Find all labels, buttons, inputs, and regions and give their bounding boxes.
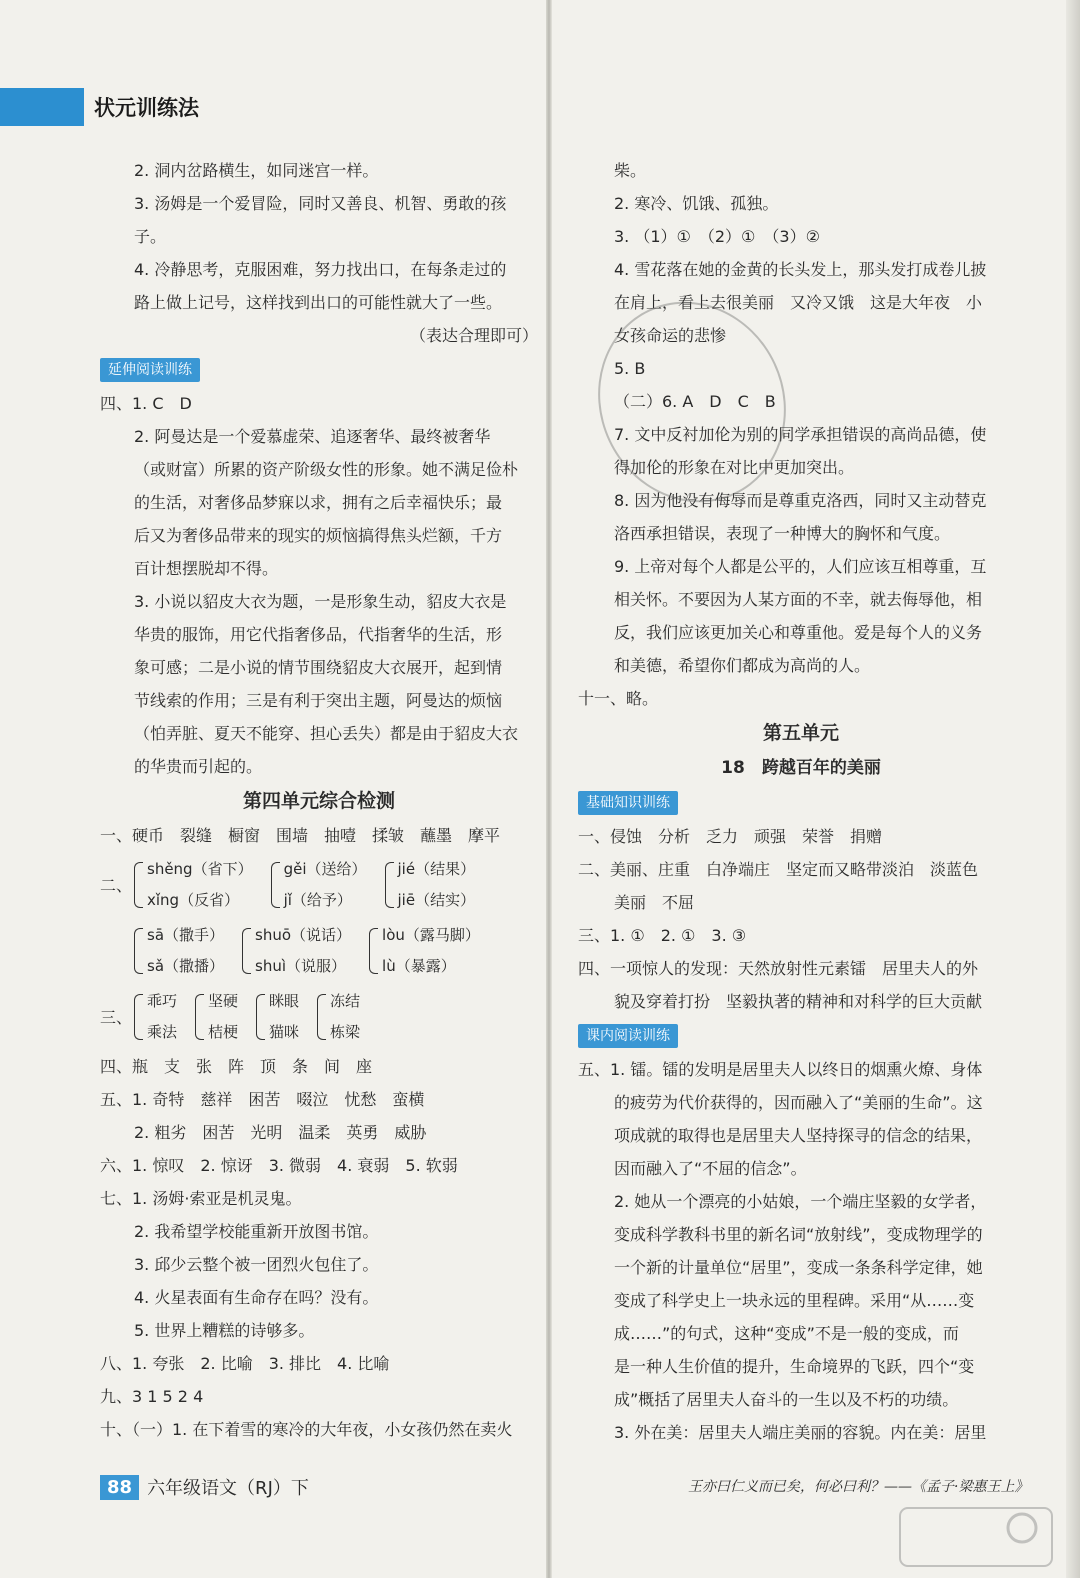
page-edge xyxy=(1066,0,1080,1578)
word-item: 冻结 xyxy=(330,992,361,1010)
answer-line: 5. B xyxy=(614,359,646,378)
page-header xyxy=(0,88,199,126)
answer-line: 四、瓶 支 张 阵 顶 条 间 座 xyxy=(100,1057,373,1076)
pinyin-pair xyxy=(134,920,224,982)
pinyin-group-row xyxy=(100,918,538,984)
brace-icon xyxy=(385,862,394,908)
section-tag-basic-knowledge: 基础知识训练 xyxy=(578,791,678,815)
pinyin-item: jié（结果） xyxy=(397,860,476,878)
answer-line: 3. 外在美：居里夫人端庄美丽的容貌。内在美：居里 xyxy=(614,1423,987,1442)
word-group-row xyxy=(100,984,538,1050)
pinyin-item: jǐ（给予） xyxy=(283,891,352,909)
page-footer xyxy=(100,1474,309,1500)
answer-line: 4. 冷静思考，克服困难，努力找出口，在每条走过的 xyxy=(134,260,507,279)
pinyin-item: shuō（说话） xyxy=(255,926,352,944)
brace-icon xyxy=(242,928,251,974)
answer-line: （怕弄脏、夏天不能穿、担心丢失）都是由于貂皮大衣 xyxy=(134,724,519,743)
brace-icon xyxy=(134,928,143,974)
pinyin-item: sǎ（撒播） xyxy=(147,957,225,975)
word-pair xyxy=(134,986,177,1048)
answer-line: 相关怀。不要因为人某方面的不幸，就去侮辱他，相 xyxy=(614,590,983,609)
answer-line: 2. 她从一个漂亮的小姑娘，一个端庄坚毅的女学者， xyxy=(614,1192,987,1211)
word-pair xyxy=(195,986,238,1048)
brace-icon xyxy=(195,994,204,1040)
pinyin-item: sā（撒手） xyxy=(147,926,225,944)
pinyin-item: shuì（说服） xyxy=(255,957,347,975)
answer-line: 3. 汤姆是一个爱冒险，同时又善良、机智、勇敢的孩 xyxy=(134,194,507,213)
answer-line: 四、一项惊人的发现：天然放射性元素镭 居里夫人的外 xyxy=(578,959,979,978)
answer-line: 女孩命运的悲惨 xyxy=(614,326,727,345)
answer-line: 六、1. 惊叹 2. 惊讶 3. 微弱 4. 衰弱 5. 软弱 xyxy=(100,1156,458,1175)
pinyin-pair xyxy=(134,854,253,916)
header-color-bar xyxy=(0,88,84,126)
brace-icon xyxy=(271,862,280,908)
section-title-unit4-test: 第四单元综合检测 xyxy=(242,790,395,812)
page-number: 88 xyxy=(100,1475,139,1500)
answer-line: 因而融入了“不屈的信念”。 xyxy=(614,1159,807,1178)
answer-line: 成……”的句式，这种“变成”不是一般的变成，而 xyxy=(614,1324,959,1343)
answer-note: （表达合理即可） xyxy=(409,326,538,345)
answer-line: 是一种人生价值的提升，生命境界的飞跃，四个“变 xyxy=(614,1357,975,1376)
answer-line: 3. （1）① （2）① （3）② xyxy=(614,227,820,246)
answer-line: 的华贵而引起的。 xyxy=(134,757,263,776)
pinyin-item: gěi（送给） xyxy=(283,860,367,878)
answer-line: 象可感；二是小说的情节围绕貂皮大衣展开，起到情 xyxy=(134,658,503,677)
answer-line: 得加伦的形象在对比中更加突出。 xyxy=(614,458,855,477)
answer-line: 和美德，希望你们都成为高尚的人。 xyxy=(614,656,871,675)
answer-line: 的疲劳为代价获得的，因而融入了“美丽的生命”。这 xyxy=(614,1093,983,1112)
word-pair xyxy=(256,986,299,1048)
answer-line: 5. 世界上糟糕的诗够多。 xyxy=(134,1321,315,1340)
answer-line: 八、1. 夸张 2. 比喻 3. 排比 4. 比喻 xyxy=(100,1354,390,1373)
answer-line: 三、1. ① 2. ① 3. ③ xyxy=(578,926,747,945)
answer-line: 五、1. 镭。镭的发明是居里夫人以终日的烟熏火燎、身体 xyxy=(578,1060,983,1079)
answer-line: 3. 邱少云整个被一团烈火包住了。 xyxy=(134,1255,379,1274)
brace-icon xyxy=(256,994,265,1040)
answer-line: 九、3 1 5 2 4 xyxy=(100,1387,204,1406)
answer-line: 一个新的计量单位“居里”，变成一条条科学定律，她 xyxy=(614,1258,983,1277)
answer-line: 洛西承担错误，表现了一种博大的胸怀和气度。 xyxy=(614,524,951,543)
answer-line: 3. 小说以貂皮大衣为题，一是形象生动，貂皮大衣是 xyxy=(134,592,507,611)
pinyin-pair xyxy=(369,920,480,982)
brace-icon xyxy=(369,928,378,974)
answer-line: 项成就的取得也是居里夫人坚持探寻的信念的结果， xyxy=(614,1126,983,1145)
answer-line: 9. 上帝对每个人都是公平的，人们应该互相尊重，互 xyxy=(614,557,987,576)
section-tag-class-reading: 课内阅读训练 xyxy=(578,1024,678,1048)
answer-line: 4. 雪花落在她的金黄的长头发上，那头发打成卷儿披 xyxy=(614,260,987,279)
word-pair xyxy=(317,986,360,1048)
answer-line: 美丽 不屈 xyxy=(614,893,695,912)
answer-line: 一、硬币 裂缝 橱窗 围墙 抽噎 揉皱 蘸墨 摩平 xyxy=(100,826,501,845)
answer-line: 路上做上记号，这样找到出口的可能性就大了一些。 xyxy=(134,293,503,312)
pinyin-item: jiē（结实） xyxy=(397,891,476,909)
page-spine xyxy=(546,0,552,1578)
pinyin-pair xyxy=(271,854,367,916)
answer-line: 的生活，对奢侈品梦寐以求，拥有之后幸福快乐；最 xyxy=(134,493,503,512)
answer-line: 2. 阿曼达是一个爱慕虚荣、追逐奢华、最终被奢华 xyxy=(134,427,491,446)
pinyin-pair xyxy=(242,920,351,982)
lesson-title: 18 跨越百年的美丽 xyxy=(721,758,881,778)
site-watermark-logo xyxy=(896,1504,1056,1570)
pinyin-group-row xyxy=(100,852,538,918)
pinyin-item: xǐng（反省） xyxy=(147,891,240,909)
header-title: 状元训练法 xyxy=(94,96,199,120)
answer-line: 五、1. 奇特 慈祥 困苦 啜泣 忧愁 蛮横 xyxy=(100,1090,425,1109)
answer-line: 2. 粗劣 困苦 光明 温柔 英勇 威胁 xyxy=(134,1123,427,1142)
word-item: 乖巧 xyxy=(147,992,178,1010)
grade-label: 六年级语文（RJ）下 xyxy=(147,1478,309,1499)
pinyin-item: lòu（露马脚） xyxy=(382,926,480,944)
pinyin-item: shěng（省下） xyxy=(147,860,253,878)
answer-line: 成”概括了居里夫人奋斗的一生以及不朽的功绩。 xyxy=(614,1390,959,1409)
answer-line: 在肩上，看上去很美丽 又冷又饿 这是大年夜 小 xyxy=(614,293,983,312)
brace-icon xyxy=(134,994,143,1040)
word-item: 桔梗 xyxy=(208,1023,239,1041)
answer-line: 七、1. 汤姆·索亚是机灵鬼。 xyxy=(100,1189,302,1208)
pinyin-item: lù（暴露） xyxy=(382,957,456,975)
answer-line: 4. 火星表面有生命存在吗？没有。 xyxy=(134,1288,379,1307)
word-item: 乘法 xyxy=(147,1023,178,1041)
answer-line: 反，我们应该更加关心和尊重他。爱是每个人的义务 xyxy=(614,623,983,642)
left-column xyxy=(100,154,538,1446)
answer-line: 十、（一）1. 在下着雪的寒冷的大年夜，小女孩仍然在卖火 xyxy=(100,1420,513,1439)
answer-line: 貌及穿着打扮 坚毅执著的精神和对科学的巨大贡献 xyxy=(614,992,983,1011)
answer-line: 子。 xyxy=(134,227,167,246)
answer-line: 华贵的服饰，用它代指奢侈品，代指奢华的生活，形 xyxy=(134,625,503,644)
answer-line: 2. 洞内岔路横生，如同迷宫一样。 xyxy=(134,161,379,180)
section-tag-extend-reading: 延伸阅读训练 xyxy=(100,358,200,382)
answer-line: （或财富）所累的资产阶级女性的形象。她不满足俭朴 xyxy=(134,460,519,479)
answer-line: 一、侵蚀 分析 乏力 顽强 荣誉 捐赠 xyxy=(578,827,883,846)
answer-line: （二）6. A D C B xyxy=(614,392,776,411)
word-item: 眯眼 xyxy=(269,992,300,1010)
brace-icon xyxy=(134,862,143,908)
brace-icon xyxy=(317,994,326,1040)
pinyin-pair xyxy=(385,854,476,916)
answer-line: 变成了科学史上一块永远的里程碑。采用“从……变 xyxy=(614,1291,975,1310)
answer-line: 7. 文中反衬加伦为别的同学承担错误的高尚品德，使 xyxy=(614,425,987,444)
unit-title: 第五单元 xyxy=(762,722,839,744)
question-label: 三、 xyxy=(100,1007,133,1027)
question-label: 二、 xyxy=(100,875,133,895)
answer-line: 2. 我希望学校能重新开放图书馆。 xyxy=(134,1222,379,1241)
answer-line: 节线索的作用；三是有利于突出主题，阿曼达的烦恼 xyxy=(134,691,503,710)
answer-line: 8. 因为他没有侮辱而是尊重克洛西，同时又主动替克 xyxy=(614,491,987,510)
answer-line: 变成科学教科书里的新名词“放射线”，变成物理学的 xyxy=(614,1225,983,1244)
word-item: 栋梁 xyxy=(330,1023,361,1041)
answer-line: 柴。 xyxy=(614,161,647,180)
answer-line: 十一、略。 xyxy=(578,689,659,708)
answer-line: 二、美丽、庄重 白净端庄 坚定而又略带淡泊 淡蓝色 xyxy=(578,860,979,879)
answer-line: 后又为奢侈品带来的现实的烦恼搞得焦头烂额，千方 xyxy=(134,526,503,545)
answer-line: 百计想摆脱却不得。 xyxy=(134,559,279,578)
word-item: 猫咪 xyxy=(269,1023,300,1041)
word-item: 坚硬 xyxy=(208,992,239,1010)
answer-line: 2. 寒冷、饥饿、孤独。 xyxy=(614,194,779,213)
answer-line: 四、1. C D xyxy=(100,394,192,413)
footer-quote: 王亦曰仁义而已矣，何必曰利？——《孟子·梁惠王上》 xyxy=(688,1479,1029,1495)
